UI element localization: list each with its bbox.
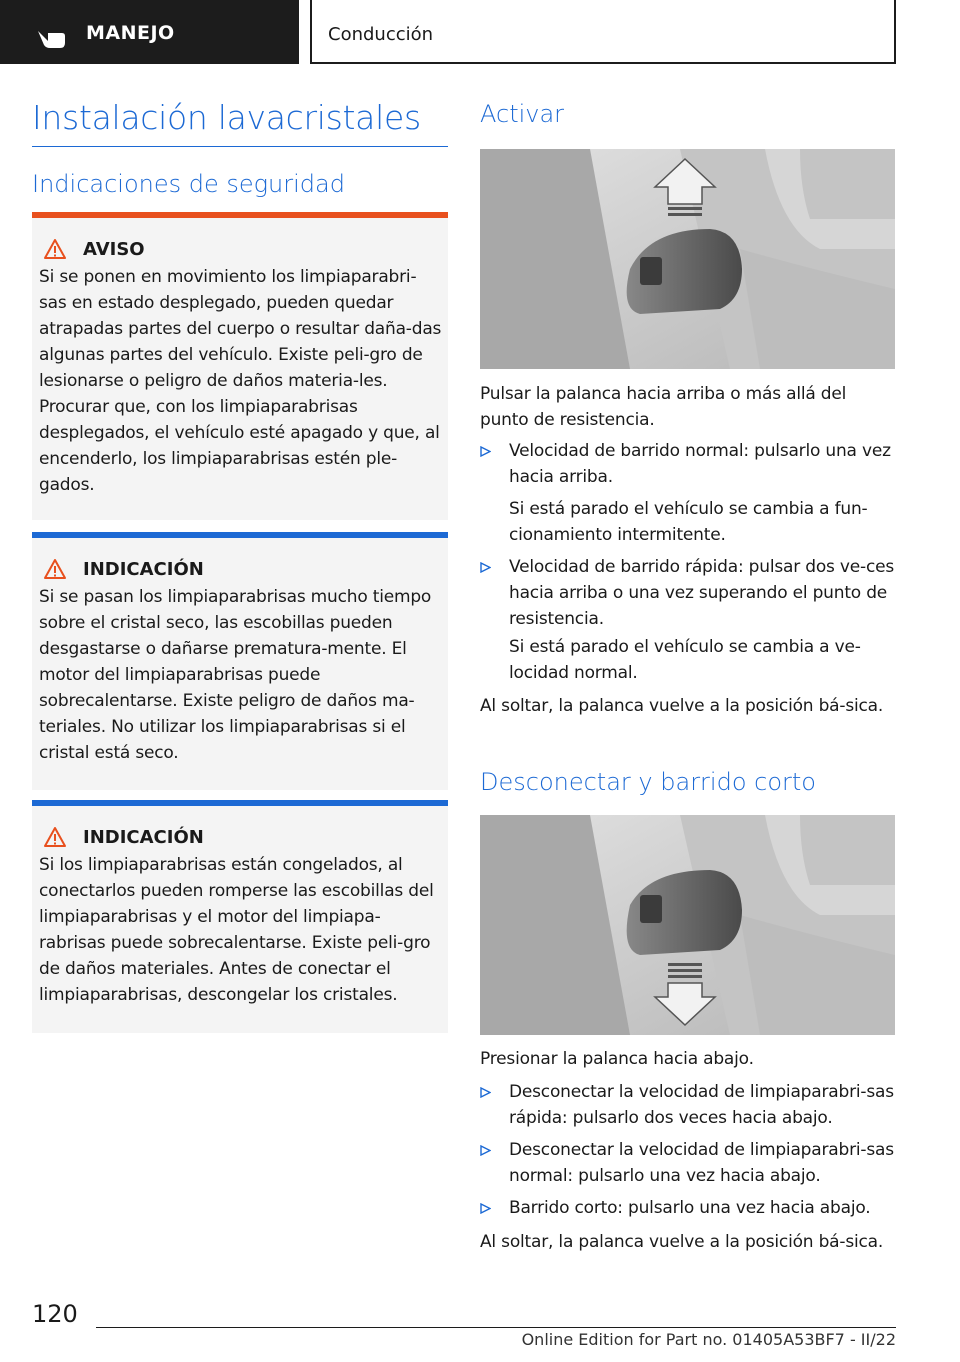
activate-intro: Pulsar la palanca hacia arriba o más allá del punto de resistencia.	[480, 384, 847, 430]
title-rule	[32, 146, 448, 147]
notice-box-1	[32, 532, 448, 790]
warning-triangle-icon	[43, 238, 67, 260]
activate-bullet-1: Velocidad de barrido normal: pulsarlo una vez hacia arriba.	[480, 438, 896, 490]
chapter-tab	[310, 0, 896, 64]
wiper-lever-up-photo	[480, 149, 895, 369]
warning-bar	[32, 212, 448, 218]
notice-title: INDICACIÓN	[43, 826, 442, 848]
notice-text: Si se pasan los limpiaparabrisas mucho tiempo sobre el cristal seco, las escobillas pueden desgastarse o dañarse prematura-mente. El motor del limpiaparabrisas puede sobrecalentarse. Existe peligro de daños ma-teriales. No utilizar los limpiaparabrisas si el cristal está seco.	[39, 587, 432, 763]
footer-edition: Online Edition for Part no. 01405A53BF7 - II/22	[521, 1330, 896, 1349]
footer-rule	[96, 1327, 896, 1328]
warning-title: AVISO	[43, 238, 442, 260]
bullet-triangle-icon	[480, 1087, 491, 1098]
bullet-triangle-icon	[480, 562, 491, 573]
section-heading-activate: Activar	[480, 100, 565, 128]
deactivate-bullet-2: Desconectar la velocidad de limpiaparabri-sas normal: pulsarlo una vez hacia abajo.	[480, 1137, 896, 1189]
activate-outro: Al soltar, la palanca vuelve a la posición bá-sica.	[480, 696, 884, 716]
notice-text: Si los limpiaparabrisas están congelados, al conectarlos pueden romperse las escobillas del limpiaparabrisas y el motor del limpiapa-rabrisas puede sobrecalentarse. Existe peli-gro de daños materiales. Antes de conectar el limpiaparabrisas, descongelar los cristales.	[39, 855, 434, 1005]
bullet-triangle-icon	[480, 1145, 491, 1156]
section-heading-deactivate: Desconectar y barrido corto	[480, 768, 816, 796]
activate-note-2: Si está parado el vehículo se cambia a ve-locidad normal.	[509, 637, 861, 683]
hand-pointer-icon	[36, 23, 66, 49]
section-label: MANEJO	[86, 22, 175, 44]
warning-triangle-icon	[43, 558, 67, 580]
bullet-triangle-icon	[480, 1203, 491, 1214]
activate-bullet-2: Velocidad de barrido rápida: pulsar dos ve-ces hacia arriba o una vez superando el punto de resistencia.	[480, 554, 896, 632]
section-tab	[0, 0, 299, 64]
notice-title: INDICACIÓN	[43, 558, 442, 580]
notice-bar	[32, 800, 448, 806]
bullet-triangle-icon	[480, 446, 491, 457]
notice-box-2	[32, 800, 448, 1033]
warning-text: Si se ponen en movimiento los limpiaparabri-sas en estado desplegado, pueden quedar atrapadas partes del cuerpo o resultar daña-das algunas partes del vehículo. Existe peli-gro de lesionarse o peligro de daños materia-les. Procurar que, con los limpiaparabrisas desplegados, el vehículo esté apagado y que, al encenderlo, los limpiaparabrisas estén ple-gados.	[39, 267, 442, 495]
warning-triangle-icon	[43, 826, 67, 848]
page-number: 120	[32, 1300, 78, 1328]
section-heading-safety: Indicaciones de seguridad	[32, 170, 345, 198]
deactivate-intro: Presionar la palanca hacia abajo.	[480, 1049, 754, 1069]
page-title: Instalación lavacristales	[32, 98, 421, 137]
activate-note-1: Si está parado el vehículo se cambia a fun-cionamiento intermitente.	[509, 499, 868, 545]
notice-bar	[32, 532, 448, 538]
warning-box-aviso	[32, 212, 448, 520]
wiper-lever-down-photo	[480, 815, 895, 1035]
chapter-label: Conducción	[328, 24, 434, 45]
deactivate-outro: Al soltar, la palanca vuelve a la posición bá-sica.	[480, 1232, 884, 1252]
deactivate-bullet-1: Desconectar la velocidad de limpiaparabri-sas rápida: pulsarlo dos veces hacia abajo.	[480, 1079, 896, 1131]
deactivate-bullet-3: Barrido corto: pulsarlo una vez hacia abajo.	[480, 1195, 896, 1221]
